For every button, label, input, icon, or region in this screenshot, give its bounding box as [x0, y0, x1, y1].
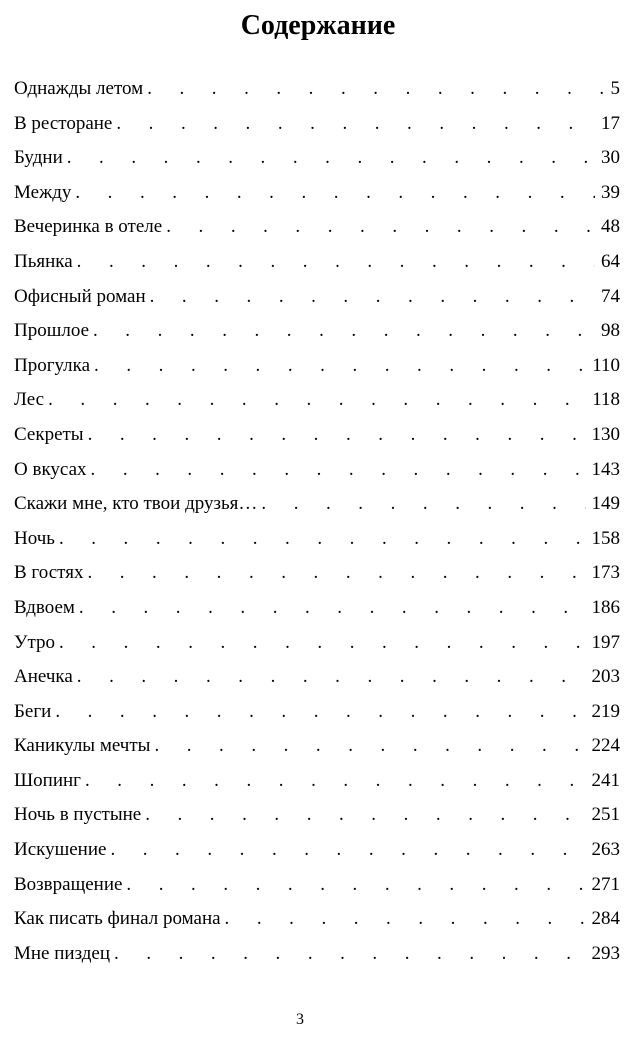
toc-dot-leader [166, 210, 595, 245]
toc-entry [14, 556, 620, 591]
page-number: 3 [296, 1011, 304, 1028]
toc-entry-title: Утро [14, 631, 55, 653]
toc-entry-title: Беги [14, 700, 52, 722]
toc-entry [14, 141, 620, 176]
toc-entry [14, 626, 620, 661]
toc-entry-title: Ночь [14, 527, 55, 549]
toc-dot-leader [67, 141, 595, 176]
toc-entry [14, 383, 620, 418]
toc-entry [14, 868, 620, 903]
toc-entry-title: Офисный роман [14, 285, 146, 307]
toc-entry-title: Возвращение [14, 873, 123, 895]
toc-entry-page: 251 [591, 804, 620, 826]
toc-entry-title: Шопинг [14, 769, 81, 791]
toc-dot-leader [75, 176, 595, 211]
toc-entry-title: Скажи мне, кто твои друзья… [14, 493, 258, 515]
toc-entry-title: Между [14, 181, 72, 203]
toc-entry-page: 173 [591, 562, 620, 584]
toc-entry-title: Однажды летом [14, 78, 144, 99]
toc-entry-title: Будни [14, 147, 63, 169]
toc-entry [14, 902, 620, 937]
toc-entry [14, 764, 620, 799]
toc-dot-leader [154, 729, 585, 764]
toc-entry [14, 522, 620, 557]
toc-entry-page: 186 [591, 596, 620, 618]
page-title: Содержание [240, 10, 396, 41]
toc-entry-page: 271 [591, 873, 620, 895]
toc-entry-title: Вдвоем [14, 596, 75, 618]
toc-dot-leader [93, 314, 595, 349]
toc-dot-leader [88, 418, 586, 453]
toc-entry-title: Прогулка [14, 354, 91, 376]
toc-entry-title: Каникулы мечты [14, 735, 151, 757]
toc-dot-leader [145, 798, 585, 833]
toc-entry-page: 203 [591, 666, 620, 688]
toc-entry-page: 130 [591, 423, 620, 445]
toc-entry-title: Мне пиздец [14, 942, 111, 964]
toc-entry [14, 591, 620, 626]
toc-entry-title: Прошлое [14, 320, 89, 342]
toc-dot-leader [85, 764, 586, 799]
toc-entry-page: 48 [601, 216, 620, 238]
toc-entry-title: Искушение [14, 839, 107, 861]
toc-dot-leader [150, 280, 595, 315]
toc-entry-page: 158 [591, 527, 620, 549]
toc-entry-page: 219 [591, 700, 620, 722]
toc-entry [14, 937, 620, 972]
toc-entry-page: 5 [610, 78, 620, 99]
toc-dot-leader [79, 591, 586, 626]
toc-entry-page: 39 [601, 181, 620, 203]
toc-entry-page: 17 [601, 112, 620, 134]
toc-dot-leader [77, 245, 595, 280]
toc-entry-page: 224 [591, 735, 620, 757]
toc-dot-leader [91, 453, 586, 488]
toc-dot-leader [225, 902, 586, 937]
toc-entry-page: 149 [591, 493, 620, 515]
toc-entry [14, 72, 620, 107]
toc-dot-leader [59, 522, 586, 557]
toc-dot-leader [94, 349, 586, 384]
toc-entry [14, 453, 620, 488]
toc-entry-title: Вечеринка в отеле [14, 216, 163, 238]
toc-dot-leader [77, 660, 586, 695]
table-of-contents [14, 72, 620, 971]
toc-entry-page: 143 [591, 458, 620, 480]
toc-entry [14, 314, 620, 349]
toc-entry-page: 197 [591, 631, 620, 653]
toc-entry-title: В гостях [14, 562, 84, 584]
toc-entry-page: 30 [601, 147, 620, 169]
toc-entry-title: Ночь в пустыне [14, 804, 142, 826]
toc-entry [14, 833, 620, 868]
toc-entry [14, 729, 620, 764]
toc-entry [14, 349, 620, 384]
toc-entry [14, 487, 620, 522]
toc-entry [14, 660, 620, 695]
toc-entry [14, 176, 620, 211]
toc-entry [14, 280, 620, 315]
toc-entry [14, 695, 620, 730]
toc-dot-leader [147, 72, 604, 107]
toc-entry-title: Как писать финал романа [14, 908, 221, 930]
toc-entry-page: 98 [601, 320, 620, 342]
toc-dot-leader [261, 487, 585, 522]
toc-dot-leader [55, 695, 585, 730]
toc-dot-leader [110, 833, 585, 868]
toc-dot-leader [116, 107, 595, 142]
toc-entry [14, 798, 620, 833]
toc-entry-page: 74 [601, 285, 620, 307]
toc-entry-title: О вкусах [14, 458, 87, 480]
toc-dot-leader [87, 556, 585, 591]
toc-entry-page: 263 [591, 839, 620, 861]
toc-entry-title: Пьянка [14, 250, 73, 272]
toc-dot-leader [59, 626, 586, 661]
toc-entry [14, 210, 620, 245]
toc-entry-page: 284 [591, 908, 620, 930]
toc-entry [14, 107, 620, 142]
toc-entry [14, 418, 620, 453]
toc-entry-page: 64 [601, 250, 620, 272]
toc-entry-title: Секреты [14, 423, 84, 445]
toc-entry-page: 118 [592, 389, 620, 411]
toc-dot-leader [114, 937, 585, 972]
toc-dot-leader [126, 868, 585, 903]
toc-entry-page: 293 [591, 942, 620, 964]
toc-entry [14, 245, 620, 280]
toc-entry-title: Анечка [14, 666, 73, 688]
toc-entry-page: 241 [591, 769, 620, 791]
toc-dot-leader [48, 383, 586, 418]
toc-entry-page: 110 [592, 354, 620, 376]
toc-entry-title: В ресторане [14, 112, 113, 134]
toc-entry-title: Лес [14, 389, 45, 411]
